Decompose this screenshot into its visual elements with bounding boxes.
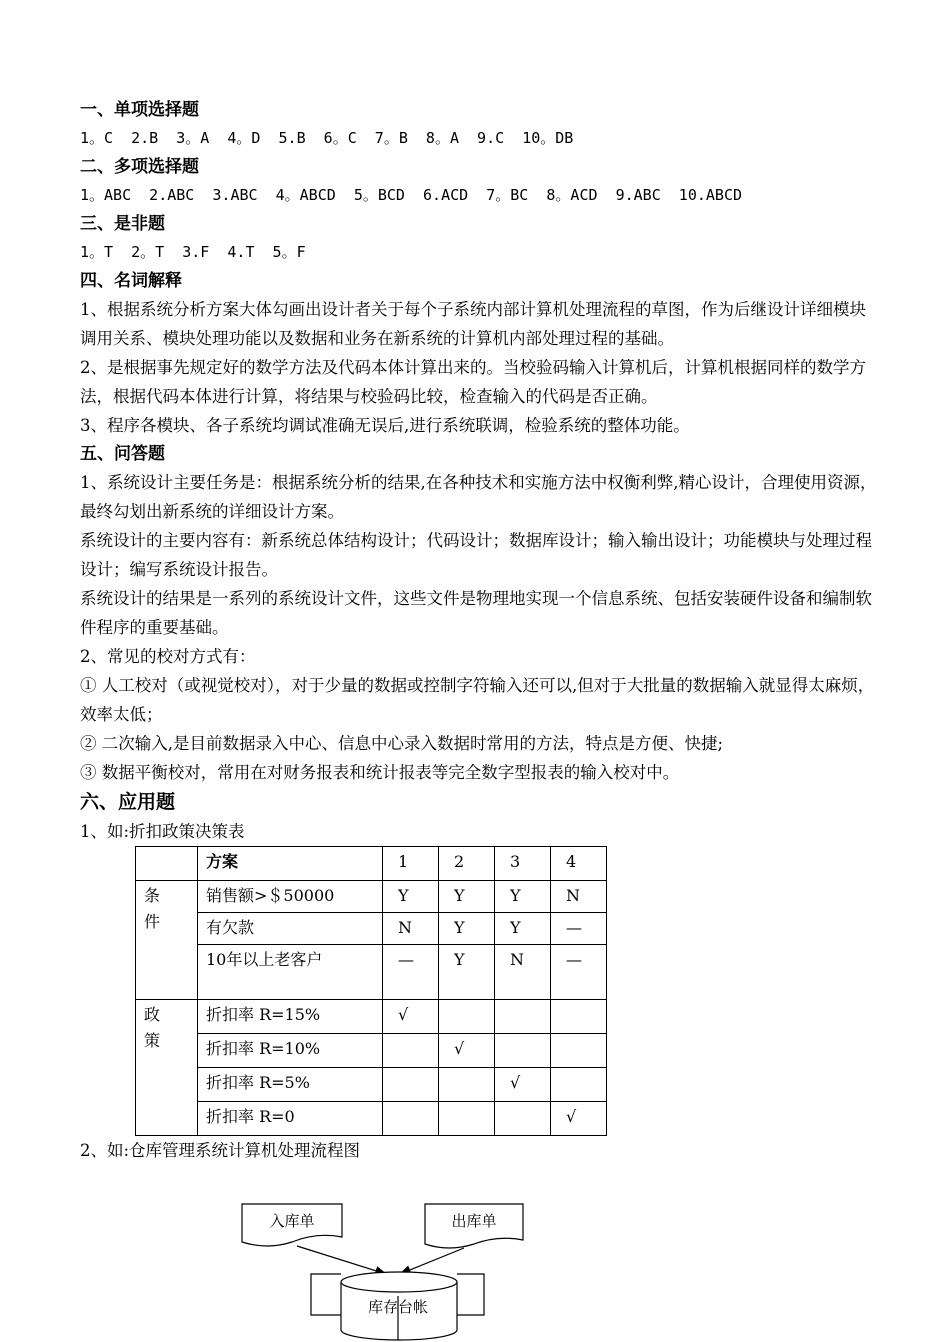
table-cell: √	[383, 1000, 439, 1034]
term-answer-2: 2、是根据事先规定好的数学方法及代码本体计算出来的。当校验码输入计算机后，计算机根据同样的数学方法，根据代码本体进行计算，将结果与校验码比较，检查输入的代码是否正确。	[80, 358, 866, 406]
section-title-true-false: 三、是非题	[80, 214, 165, 234]
table-cell: N	[551, 881, 607, 913]
qa-paragraph: 系统设计的主要内容有：新系统总体结构设计；代码设计；数据库设计；输入输出设计；功能模块与处理过程设计；编写系统设计报告。	[80, 531, 872, 579]
arrow-out-to-ledger	[400, 1248, 464, 1274]
policy-name: 折扣率 R=0	[198, 1102, 383, 1136]
table-cell: N	[495, 945, 551, 1000]
section-title-qa: 五、问答题	[80, 444, 165, 464]
term-answer-3: 3、程序各模块、各子系统均调试准确无误后,进行系统联调，检验系统的整体功能。	[80, 416, 690, 435]
table-header-cell: 方案	[198, 847, 383, 881]
ledger-label: 库存台帐	[367, 1298, 429, 1316]
policy-name: 折扣率 R=10%	[198, 1034, 383, 1068]
right-loop	[457, 1274, 484, 1315]
table-cell: —	[551, 945, 607, 1000]
table-cell: Y	[439, 881, 495, 913]
table-cell: √	[495, 1068, 551, 1102]
qa-paragraph: 系统设计的结果是一系列的系统设计文件，这些文件是物理地实现一个信息系统、包括安装硬件设备和编制软件程序的重要基础。	[80, 589, 872, 637]
application-q1: 1、如:折扣政策决策表	[80, 822, 245, 841]
section-title-application: 六、应用题	[80, 791, 176, 813]
table-header-cell: 2	[439, 847, 495, 881]
qa-paragraph: 1、系统设计主要任务是：根据系统分析的结果,在各种技术和实施方法中权衡利弊,精心设计，合理使用资源，最终勾划出新系统的详细设计方案。	[80, 473, 877, 521]
table-cell: Y	[439, 945, 495, 1000]
table-header-cell: 4	[551, 847, 607, 881]
section-title-terms: 四、名词解释	[80, 271, 182, 291]
multi-choice-answers: 1。ABC 2.ABC 3.ABC 4。ABCD 5。BCD 6.ACD 7。BC 8。ACD 9.ABC 10.ABCD	[80, 186, 743, 204]
qa-paragraph: ③ 数据平衡校对，常用在对财务报表和统计报表等完全数字型报表的输入校对中。	[80, 763, 680, 782]
policy-group-label: 政 策	[136, 1000, 198, 1136]
term-answer-1: 1、根据系统分析方案大体勾画出设计者关于每个子系统内部计算机处理流程的草图，作为后继设计详细模块调用关系、模块处理功能以及数据和业务在新系统的计算机内部处理过程的基础。	[80, 300, 866, 348]
arrow-in-to-ledger	[297, 1246, 386, 1274]
section-title-multi-choice: 二、多项选择题	[80, 157, 199, 177]
qa-paragraph: ② 二次输入,是目前数据录入中心、信息中心录入数据时常用的方法，特点是方便、快捷;	[80, 734, 724, 753]
table-cell: Y	[439, 913, 495, 945]
true-false-answers: 1。T 2。T 3.F 4.T 5。F	[80, 243, 306, 261]
ledger-database-top	[341, 1272, 457, 1292]
table-cell: √	[551, 1102, 607, 1136]
condition-name: 10年以上老客户	[198, 945, 383, 1000]
condition-group-label: 条 件	[136, 881, 198, 1000]
section-title-single-choice: 一、单项选择题	[80, 100, 199, 120]
condition-name: 销售额>＄50000	[198, 881, 383, 913]
table-cell: Y	[495, 881, 551, 913]
qa-paragraph: ① 人工校对（或视觉校对），对于少量的数据或控制字符输入还可以,但对于大批量的数据输入就显得太麻烦，效率太低；	[80, 676, 875, 724]
policy-name: 折扣率 R=5%	[198, 1068, 383, 1102]
table-cell: —	[551, 913, 607, 945]
qa-paragraph: 2、常见的校对方式有：	[80, 647, 256, 666]
single-choice-answers: 1。C 2.B 3。A 4。D 5.B 6。C 7。B 8。A 9.C 10。DB	[80, 129, 574, 147]
table-cell: Y	[383, 881, 439, 913]
table-cell: √	[439, 1034, 495, 1068]
table-cell: —	[383, 945, 439, 1000]
in-document-label: 入库单	[269, 1212, 315, 1230]
table-header-cell: 1	[383, 847, 439, 881]
out-document-label: 出库单	[451, 1212, 497, 1230]
left-loop	[311, 1274, 341, 1315]
table-cell: N	[383, 913, 439, 945]
policy-name: 折扣率 R=15%	[198, 1000, 383, 1034]
table-header-cell: 3	[495, 847, 551, 881]
application-q2: 2、如:仓库管理系统计算机处理流程图	[80, 1141, 361, 1160]
condition-name: 有欠款	[198, 913, 383, 945]
table-cell: Y	[495, 913, 551, 945]
